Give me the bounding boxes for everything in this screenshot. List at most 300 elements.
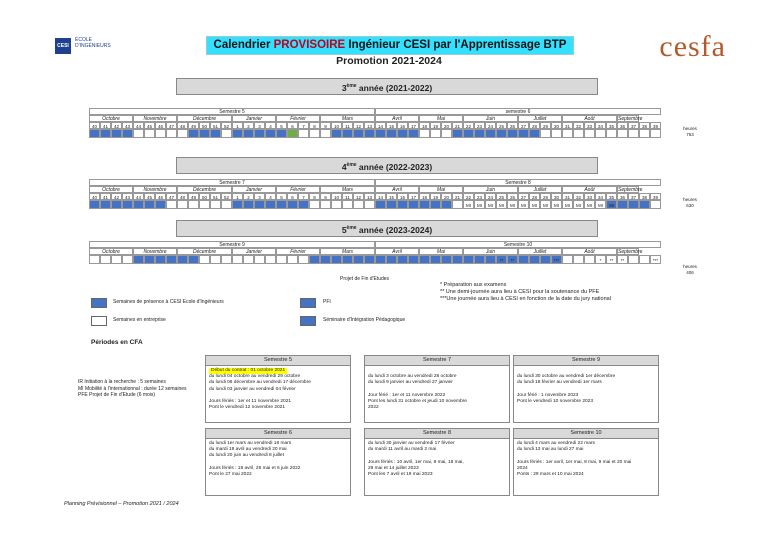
week-number: 12	[353, 193, 364, 200]
semester-box-line: du lundi 3 octobre au vendredi 28 octobre	[368, 374, 457, 380]
week-cell	[199, 200, 210, 209]
week-cell	[595, 129, 606, 138]
week-cell	[166, 129, 177, 138]
week-cell	[89, 200, 100, 209]
week-cell	[485, 129, 496, 138]
week-number: 24	[485, 122, 496, 129]
semester-header: Semestre 5	[89, 108, 375, 115]
week-cell: MI	[595, 200, 606, 209]
semester-box-body	[206, 439, 350, 480]
week-cell	[331, 129, 342, 138]
week-cell	[408, 129, 419, 138]
week-cell	[452, 129, 463, 138]
week-number: 37	[628, 193, 639, 200]
week-number: 31	[562, 193, 573, 200]
week-number: 13	[364, 122, 375, 129]
week-cell	[155, 255, 166, 264]
week-cell	[529, 255, 540, 264]
week-cell	[364, 255, 375, 264]
month-header: Octobre	[89, 186, 133, 193]
week-cell	[122, 129, 133, 138]
week-cell	[419, 129, 430, 138]
footer-text: Planning Prévisionnel – Promotion 2021 / 2024	[64, 501, 179, 507]
hours-year-3: heures 763	[683, 126, 697, 137]
semester-box-line: du lundi 13 mai au lundi 27 mai	[517, 447, 584, 453]
logo-text-line2: D'INGÉNIEURS	[75, 43, 111, 49]
month-header: Juillet	[518, 186, 562, 193]
week-cell	[386, 255, 397, 264]
year-5-title: 5ème année (2023-2024)	[176, 220, 598, 237]
month-header: Juillet	[518, 115, 562, 122]
abbr-pfe: PFE Projet de Fin d'Etude (6 mois)	[78, 392, 156, 398]
week-cell	[397, 200, 408, 209]
week-number: 42	[111, 193, 122, 200]
semester-box-line: du lundi 20 juin au vendredi 8 juillet	[209, 453, 284, 459]
week-cell	[441, 255, 452, 264]
week-cell	[210, 200, 221, 209]
month-header: Décembre	[177, 248, 232, 255]
title-suffix: Ingénieur CESI par l'Apprentissage BTP	[345, 39, 567, 51]
week-cell	[584, 129, 595, 138]
week-number: 17	[408, 122, 419, 129]
week-cell	[298, 200, 309, 209]
week-cell	[133, 129, 144, 138]
semester-box-title: Semestre 8	[365, 429, 509, 439]
week-cell	[364, 129, 375, 138]
week-cell	[166, 200, 177, 209]
week-cell	[639, 129, 650, 138]
week-number: 52	[221, 193, 232, 200]
month-header: Octobre	[89, 248, 133, 255]
week-cell	[353, 255, 364, 264]
month-header: Septembre	[618, 187, 643, 193]
month-header: Août	[562, 248, 617, 255]
week-number: 32	[573, 122, 584, 129]
week-number: 9	[320, 122, 331, 129]
semester-box-line: Jours fériés : 1er avril, 1er mai, 8 mai, 9 mai et 20 mai	[517, 459, 632, 465]
week-cell: MI	[485, 200, 496, 209]
month-header: Avril	[375, 115, 419, 122]
legend-seminaire-label: Séminaire d'Intégration Pédagogique	[323, 317, 406, 323]
week-cell	[188, 255, 199, 264]
semester-header: semestre 6	[375, 108, 661, 115]
title-provisoire: PROVISOIRE	[273, 39, 346, 51]
week-cell	[639, 255, 650, 264]
week-cell: MI	[496, 200, 507, 209]
week-number: 19	[430, 122, 441, 129]
hours-year-5: heures 406	[683, 264, 697, 275]
week-cell	[144, 255, 155, 264]
week-cell	[463, 129, 474, 138]
week-number: 29	[540, 193, 551, 200]
week-number: 33	[584, 193, 595, 200]
page-title	[206, 36, 574, 55]
abbr-ir: IR Initiation à la recherche : 5 semaines	[78, 379, 166, 385]
week-cell	[342, 200, 353, 209]
week-cell: MI	[584, 200, 595, 209]
week-cell	[287, 129, 298, 138]
week-cell	[386, 129, 397, 138]
week-cell	[331, 200, 342, 209]
week-cell	[650, 129, 661, 138]
week-number: 46	[155, 122, 166, 129]
month-header: Février	[276, 115, 320, 122]
week-number: 16	[397, 193, 408, 200]
week-number: 4	[265, 122, 276, 129]
week-number: 4	[265, 193, 276, 200]
week-cell	[100, 255, 111, 264]
week-number: 14	[375, 122, 386, 129]
week-cell	[144, 129, 155, 138]
month-header: Mai	[419, 186, 463, 193]
week-cell: ***	[650, 255, 661, 264]
week-number: 13	[364, 193, 375, 200]
week-cell	[199, 129, 210, 138]
week-number: 6	[287, 193, 298, 200]
week-number: 23	[474, 122, 485, 129]
week-cell	[276, 129, 287, 138]
semester-box-line: du lundi 03 janvier au vendredi 04 février	[209, 386, 296, 392]
week-cell	[133, 255, 144, 264]
month-header: Août	[562, 115, 617, 122]
week-cell	[540, 129, 551, 138]
week-number: 40	[89, 193, 100, 200]
week-number: 40	[89, 122, 100, 129]
week-number: 50	[199, 122, 210, 129]
week-cell	[628, 129, 639, 138]
semester-box-line: du lundi 30 janvier au vendredi 17 février	[368, 441, 455, 446]
semester-box	[364, 355, 510, 423]
week-cell	[177, 255, 188, 264]
week-number: 18	[419, 122, 430, 129]
semester-box-line: du mardi 19 avril au vendredi 20 mai	[209, 447, 287, 453]
week-cell	[111, 200, 122, 209]
week-cell	[628, 200, 639, 209]
week-number: 35	[606, 193, 617, 200]
week-number: 36	[617, 193, 628, 200]
week-cell	[375, 129, 386, 138]
week-number: 43	[122, 193, 133, 200]
week-number: 10	[331, 193, 342, 200]
week-cell	[122, 200, 133, 209]
footnotes	[440, 282, 611, 303]
semester-box-line: Pont les lundi 31 octobre et jeudi 10 novembre	[368, 399, 467, 405]
week-number: 46	[155, 193, 166, 200]
cesi-logo-mark: CESI	[55, 38, 71, 54]
month-header: Décembre	[177, 115, 232, 122]
month-header: Juin	[463, 186, 518, 193]
week-number: 39	[650, 193, 661, 200]
week-number: 38	[639, 122, 650, 129]
week-number: 36	[617, 122, 628, 129]
semester-box-line: du lundi 18 février au vendredi 1er mars	[517, 380, 602, 386]
month-header: Mars	[320, 186, 375, 193]
month-header: Janvier	[232, 248, 276, 255]
week-cell	[606, 129, 617, 138]
week-cell	[474, 129, 485, 138]
week-number: 47	[166, 122, 177, 129]
week-cell	[419, 200, 430, 209]
month-header: Septembre	[618, 116, 643, 122]
week-number: 3	[254, 122, 265, 129]
calendar-year-3	[89, 108, 661, 138]
week-number: 5	[276, 193, 287, 200]
month-header: Novembre	[133, 248, 177, 255]
month-header: Novembre	[133, 186, 177, 193]
week-cell	[144, 200, 155, 209]
week-number: 34	[595, 193, 606, 200]
week-number: 8	[309, 122, 320, 129]
week-number: 31	[562, 122, 573, 129]
week-cell	[221, 129, 232, 138]
week-cell	[342, 255, 353, 264]
week-number: 49	[188, 122, 199, 129]
week-number: 6	[287, 122, 298, 129]
week-cell	[628, 255, 639, 264]
week-cell	[188, 129, 199, 138]
week-cell	[430, 129, 441, 138]
week-cell	[518, 255, 529, 264]
week-number: 21	[452, 193, 463, 200]
legend-entreprise-label: Semaines en entreprise	[113, 317, 166, 323]
week-cell	[243, 255, 254, 264]
semester-box-line: Jour férié : 1er et 11 novembre 2022	[368, 392, 446, 398]
semester-box-body	[365, 439, 509, 480]
week-cell	[265, 200, 276, 209]
week-cell	[89, 129, 100, 138]
week-cell: **	[496, 255, 507, 264]
month-header: Avril	[375, 186, 419, 193]
footnote-2: ** Une demi-journée aura lieu à CESI pour la soutenance du PFE	[440, 289, 600, 295]
week-cell	[309, 200, 320, 209]
week-cell	[419, 255, 430, 264]
week-cell	[298, 129, 309, 138]
week-cell	[155, 200, 166, 209]
week-number: 7	[298, 122, 309, 129]
week-cell	[276, 255, 287, 264]
month-header: Octobre	[89, 115, 133, 122]
week-cell	[331, 255, 342, 264]
month-header: Janvier	[232, 115, 276, 122]
week-cell	[650, 200, 661, 209]
week-cell	[397, 129, 408, 138]
month-header: Avril	[375, 248, 419, 255]
semester-box-title: Semestre 10	[514, 429, 658, 439]
week-cell	[221, 200, 232, 209]
semester-box-title: Semestre 7	[365, 356, 509, 366]
hours-year-4: heures 630	[683, 197, 697, 208]
year-4-title: 4ème année (2022-2023)	[176, 157, 598, 174]
week-cell: *	[595, 255, 606, 264]
semester-box-title: Semestre 9	[514, 356, 658, 366]
footnote-3: ***Une journée aura lieu à CESI en fonction de la date du jury national	[440, 296, 611, 302]
week-cell	[254, 129, 265, 138]
legend-pfi-swatch	[300, 298, 316, 308]
week-cell	[551, 129, 562, 138]
semester-box-line: du lundi 04 octobre au vendredi 29 octobre	[209, 374, 301, 380]
week-number: 41	[100, 122, 111, 129]
calendar-year-4	[89, 179, 661, 209]
week-number: 26	[507, 122, 518, 129]
week-cell	[309, 255, 320, 264]
week-cell	[474, 255, 485, 264]
week-cell	[617, 129, 628, 138]
abbr-mi: MI Mobilité à l'internationnal : durée 12 semaines	[78, 385, 187, 392]
month-header: Février	[276, 186, 320, 193]
week-number: 52	[221, 122, 232, 129]
month-header: Janvier	[232, 186, 276, 193]
week-number: 22	[463, 193, 474, 200]
week-cell	[287, 200, 298, 209]
week-number: 25	[496, 193, 507, 200]
month-header: Décembre	[177, 186, 232, 193]
week-cell	[562, 255, 573, 264]
week-cell: MI	[529, 200, 540, 209]
semester-header: Semestre 9	[89, 241, 375, 248]
month-header: Septembre	[618, 249, 643, 255]
week-number: 37	[628, 122, 639, 129]
semester-box-line: 2022	[368, 405, 379, 411]
week-number: 10	[331, 122, 342, 129]
week-cell	[89, 255, 100, 264]
periodes-title: Périodes en CFA	[91, 339, 143, 346]
calendar-year-5	[89, 241, 661, 264]
week-cell	[177, 200, 188, 209]
week-number: 48	[177, 193, 188, 200]
week-number: 23	[474, 193, 485, 200]
semester-box-line: Jour férié : 1 novembre 2023	[517, 392, 579, 398]
week-number: 19	[430, 193, 441, 200]
legend-entreprise-swatch	[91, 316, 107, 326]
semester-box-line: du lundi 30 octobre au vendredi 1er décembre	[517, 374, 616, 380]
month-header: Mai	[419, 115, 463, 122]
week-number: 30	[551, 193, 562, 200]
week-number: 38	[639, 193, 650, 200]
week-cell	[540, 255, 551, 264]
week-number: 41	[100, 193, 111, 200]
week-cell	[430, 200, 441, 209]
week-cell	[397, 255, 408, 264]
week-cell: MI	[463, 200, 474, 209]
legend-pfi-label: PFI	[323, 299, 331, 305]
pfe-label: Projet de Fin d'Etudes	[340, 276, 390, 282]
semester-header: Semestre 8	[375, 179, 661, 186]
week-number: 34	[595, 122, 606, 129]
week-number: 2	[243, 193, 254, 200]
week-cell	[518, 129, 529, 138]
week-number: 29	[540, 122, 551, 129]
week-number: 51	[210, 122, 221, 129]
semester-box	[205, 428, 351, 496]
week-number: 9	[320, 193, 331, 200]
week-cell: MI	[518, 200, 529, 209]
week-number: 51	[210, 193, 221, 200]
week-cell	[408, 255, 419, 264]
semester-box-body	[365, 366, 509, 413]
week-cell	[573, 255, 584, 264]
week-number: 20	[441, 122, 452, 129]
week-number: 7	[298, 193, 309, 200]
week-cell	[298, 255, 309, 264]
week-cell	[254, 200, 265, 209]
month-header: Novembre	[133, 115, 177, 122]
week-cell	[353, 200, 364, 209]
week-number: 1	[232, 193, 243, 200]
week-number: 2	[243, 122, 254, 129]
logo-text-line1: ÉCOLE	[75, 37, 92, 43]
week-number: 47	[166, 193, 177, 200]
week-cell	[408, 200, 419, 209]
semester-box-title: Semestre 5	[206, 356, 350, 366]
week-cell	[287, 255, 298, 264]
semester-box-line: Jours fériés : 10 avril, 1er mai, 8 mai, 18 mai,	[368, 459, 464, 465]
week-number: 5	[276, 122, 287, 129]
week-cell	[188, 200, 199, 209]
week-cell	[573, 129, 584, 138]
week-cell	[232, 129, 243, 138]
week-cell	[111, 129, 122, 138]
week-number: 44	[133, 193, 144, 200]
week-number: 25	[496, 122, 507, 129]
semester-box-title: Semestre 6	[206, 429, 350, 439]
week-cell	[452, 255, 463, 264]
semester-box-body	[514, 439, 658, 480]
week-number: 24	[485, 193, 496, 200]
month-header: Février	[276, 248, 320, 255]
week-cell	[276, 200, 287, 209]
abbreviations	[78, 379, 187, 399]
week-cell: MI	[562, 200, 573, 209]
week-cell	[155, 129, 166, 138]
week-number: 49	[188, 193, 199, 200]
semester-box-line: 2024	[517, 465, 528, 471]
week-cell	[353, 129, 364, 138]
month-header: Juillet	[518, 248, 562, 255]
week-number: 15	[386, 193, 397, 200]
week-cell	[375, 255, 386, 264]
semester-box	[364, 428, 510, 496]
week-number: 26	[507, 193, 518, 200]
month-header: Juin	[463, 248, 518, 255]
week-cell	[441, 200, 452, 209]
week-cell	[463, 255, 474, 264]
week-number: 14	[375, 193, 386, 200]
week-cell	[342, 129, 353, 138]
week-cell	[584, 255, 595, 264]
footnote-1: * Préparation aux examens	[440, 282, 507, 288]
semester-box-line: du mardi 11 avril au mardi 2 mai	[368, 447, 437, 453]
week-cell	[254, 255, 265, 264]
semester-box-body	[206, 366, 350, 413]
semester-header: Semestre 7	[89, 179, 375, 186]
legend-seminaire-swatch	[300, 316, 316, 326]
semester-box-line: Pont le vendredi 12 novembre 2021	[209, 405, 286, 411]
week-cell	[375, 200, 386, 209]
week-cell	[100, 200, 111, 209]
week-cell	[496, 129, 507, 138]
week-cell	[122, 255, 133, 264]
week-number: 21	[452, 122, 463, 129]
week-cell	[452, 200, 463, 209]
week-cell	[199, 255, 210, 264]
week-cell	[265, 129, 276, 138]
week-number: 45	[144, 193, 155, 200]
week-number: 48	[177, 122, 188, 129]
week-cell	[210, 129, 221, 138]
week-cell: **	[606, 255, 617, 264]
week-cell	[529, 129, 540, 138]
week-number: 28	[529, 193, 540, 200]
